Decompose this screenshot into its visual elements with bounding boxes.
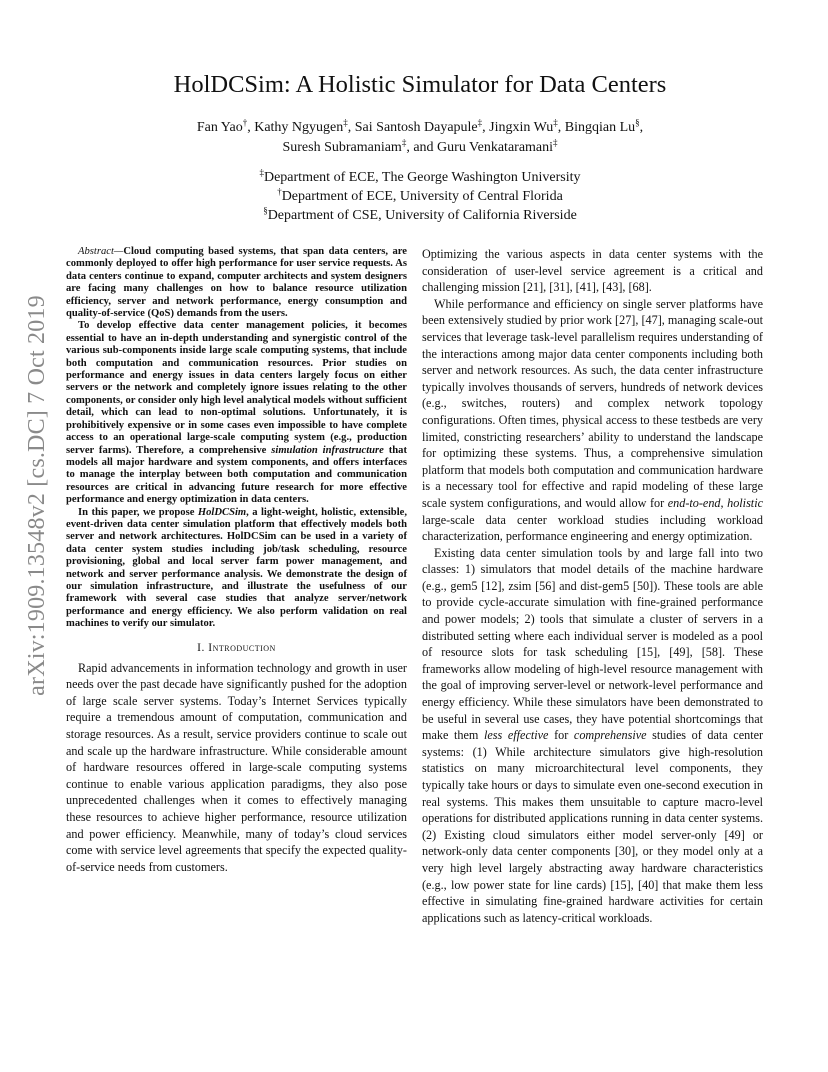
author-name: Bingqian Lu xyxy=(564,120,636,135)
author-list xyxy=(60,118,780,158)
arxiv-identifier-text: arXiv:1909.13548v2 [cs.DC] 7 Oct 2019 xyxy=(23,294,50,696)
intro-paragraph-1: Rapid advancements in information technology and growth in user needs over the past decade have significantly pushed for the adoption of large scale server systems. Today’s Internet Services typically require a tremendous amount of computation, communication and storage resources. As a result, service providers continue to scale out and scale up the hardware infrastructure. While considerable amount of hardware resources offered in large-scale computing systems continue to enable various application paradigms, they also pose unprecedented challenges when it comes to effectively managing these resources to achieve higher performance, resource utilization and power efficiency. Meanwhile, many of today’s cloud services come with service level agreements that specify the expected quality-of-service needs from customers. xyxy=(66,660,407,874)
abstract-paragraph-3: In this paper, we propose HolDCSim, a light-weight, holistic, extensible, event-driven data center simulation platform that effectively models both server and network architectures. HolDCSim can be used in a variety of data center system studies including job/task scheduling, resource provisioning, global and local server farm power management, and network and server performance analysis. We demonstrate the design of our simulation infrastructure, and illustrate the usefulness of our framework with several case studies that analyze server/network performance and energy efficiency. We also perform validation on real machines to verify our simulator. xyxy=(66,506,407,630)
abstract-paragraph-1: Abstract—Cloud computing based systems, that span data centers, are commonly deployed to offer high performance for user service requests. As data centers continue to expand, computer architects and system designers are facing many challenges on how to balance resource utilization efficiency, server and network performance, energy consumption and quality-of-service (QoS) demands from the users. xyxy=(66,246,407,320)
affiliation xyxy=(60,206,780,225)
body-paragraph-1: Optimizing the various aspects in data center systems with the consideration of user-level service agreement is a critical and challenging mission [21], [31], [41], [43], [68]. xyxy=(422,247,763,295)
author-name: and Guru Venkataramani xyxy=(413,140,554,155)
affiliation-mark: † xyxy=(277,186,282,197)
section-heading xyxy=(66,642,407,654)
author-line-2: Suresh Subramaniam‡, and Guru Venkataramani‡ xyxy=(282,137,558,155)
body-paragraph-3: Existing data center simulation tools by and large fall into two classes: 1) simulators that model details of the machine hardware (e.g., gem5 [12], zsim [56] and dist-gem5 [50]). These tools are able to provide cycle-accurate simulation with fine-grained performance and power models; 2) tools that simulate a cluster of servers in a distributed setting where each individual server is modeled as a pool of resource slots for task scheduling [15], [49], [58]. These frameworks allow modeling of high-level resource management with the goal of improving server-level or network-level performance and energy efficiency. While these simulators have been demonstrated to be useful in several use cases, they have potential shortcomings that make them less effective for comprehensive studies of data center systems: (1) While architecture simulators give high-resolution statistics on many microarchitectural level components, they typically take hours or days to simulate even one-second execution in real systems. This makes them unsuitable to capture macro-level operations for distributed applications running in data center systems. (2) Existing cloud simulators either model server-only [49] or network-only data center components [30], or they model only at a very high level largely abstracting away hardware characteristics (e.g., low power state for line cards) [15], [40] that make them less effective in simulating fine-grained hardware activities for certain applications such as latency-critical workloads. xyxy=(422,545,764,925)
abstract-label: Abstract— xyxy=(78,246,124,257)
author-mark: † xyxy=(242,117,248,128)
affiliation-mark: ‡ xyxy=(259,167,264,178)
author-mark: ‡ xyxy=(401,137,407,148)
author-name: Kathy Ngyugen xyxy=(254,120,344,135)
section-title: Introduction xyxy=(208,641,276,654)
author-name: Fan Yao xyxy=(196,120,243,135)
section-number: I. xyxy=(197,641,205,654)
author-mark: ‡ xyxy=(477,117,483,128)
author-mark: ‡ xyxy=(553,117,558,128)
affiliation xyxy=(60,168,780,187)
left-column xyxy=(66,246,407,875)
author-line-1: Fan Yao†, Kathy Ngyugen‡, Sai Santosh Dayapule‡, Jingxin Wu‡, Bingqian Lu§, xyxy=(196,117,644,135)
affiliation-text: Department of CSE, University of California Riverside xyxy=(267,208,577,223)
affiliation-mark: § xyxy=(263,205,268,216)
author-name: Jingxin Wu xyxy=(489,120,554,135)
author-mark: ‡ xyxy=(343,117,348,128)
body-paragraph-2: While performance and efficiency on single server platforms have been extensively studied by prior work [27], [47], managing scale-out services that leverage task-level parallelism requires understanding of the interactions among major data center components including both server and network resources. As such, the data center infrastructure typically involves thousands of servers, hundreds of network devices (e.g., switches, routers) and complex network topology configurations. Often times, physical access to these testbeds are very limited, constricting researchers’ ability to understand the landscape for optimizing these systems. Thus, a comprehensive simulation platform that models both computation and communication hardware is a necessary tool for effective and rapid modeling of these large scale system configurations, and would allow for end-to-end, holistic large-scale data center workload studies including workload characterization, performance engineering and energy optimization. xyxy=(422,296,763,544)
affiliation-text: Department of ECE, The George Washington University xyxy=(263,170,581,185)
paper-title: HolDCSim: A Holistic Simulator for Data Centers xyxy=(173,71,667,98)
affiliation-text: Department of ECE, University of Central Florida xyxy=(281,189,563,204)
right-column xyxy=(422,246,763,926)
author-name: Suresh Subramaniam xyxy=(282,140,402,155)
author-mark: § xyxy=(635,117,640,128)
affiliation xyxy=(60,187,780,206)
arxiv-identifier-watermark xyxy=(14,294,60,696)
abstract-paragraph-2: To develop effective data center management policies, it becomes essential to have an in-depth understanding and synergistic control of the various sub-components inside large scale computing systems, that include both computation and communication resources. Prior studies on performance and energy issues in data centers largely focus on either servers or the network and completely ignore issues relating to the other components, or consider only high level analytical models without sufficient detail, which can lead to non-optimal solutions. Unfortunately, it is prohibitively expensive or in some cases even impossible to have complete access to an operational large-scale computing system (e.g., production server farms). Therefore, a comprehensive simulation infrastructure that models all major hardware and system components, and offers interfaces to manage the interplay between both computation and communication resources are critical in advancing future research for more effective performance and energy optimization in data centers. xyxy=(66,320,408,506)
author-name: Sai Santosh Dayapule xyxy=(354,120,478,135)
author-mark: ‡ xyxy=(553,137,558,148)
affiliation-list xyxy=(60,168,780,225)
